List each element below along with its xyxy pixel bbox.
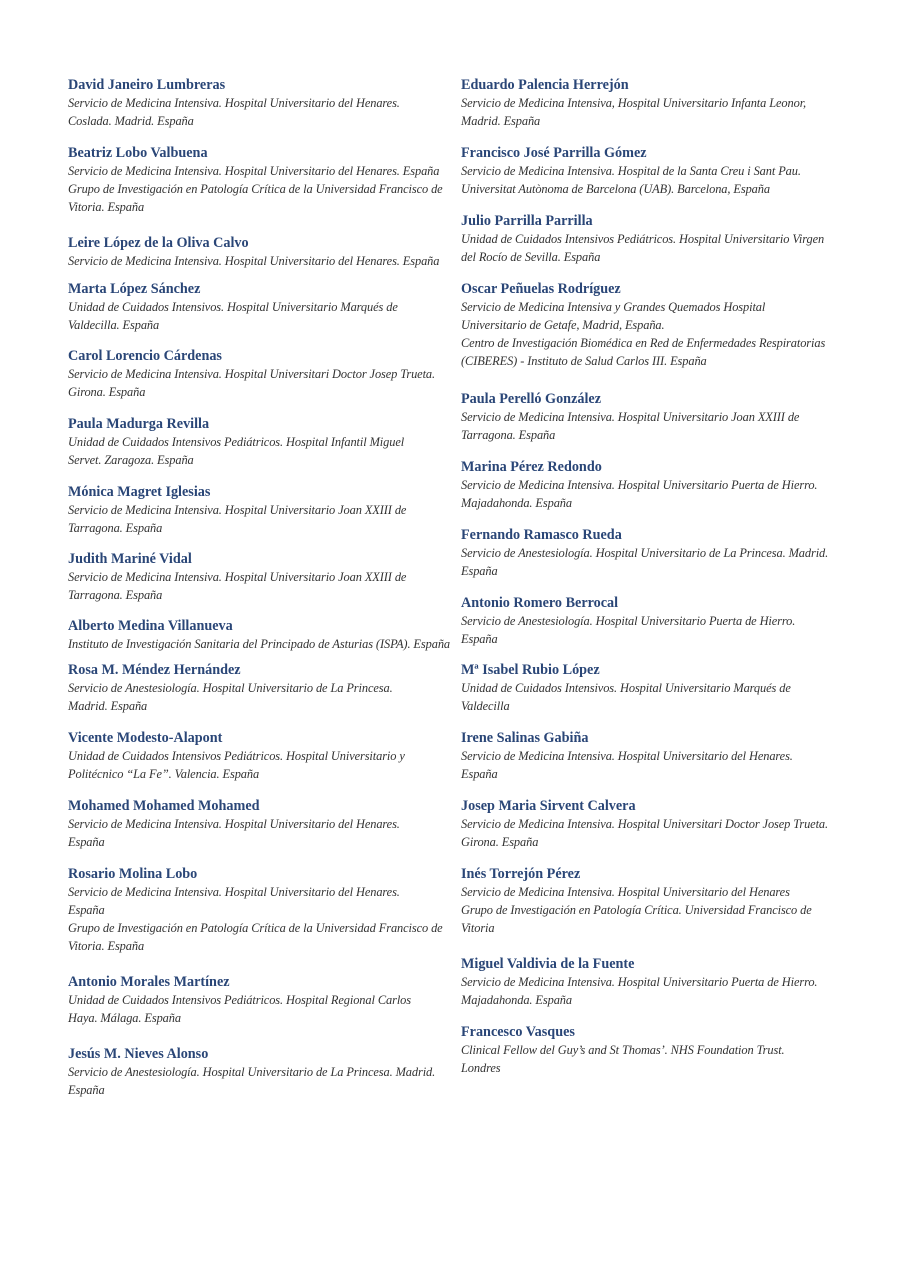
author-entry xyxy=(461,797,843,851)
affiliation-line: Valdecilla xyxy=(461,699,510,713)
affiliation-line: Tarragona. España xyxy=(461,428,556,442)
affiliation-line: Girona. España xyxy=(461,835,539,849)
affiliation-line: (CIBERES) - Instituto de Salud Carlos III. España xyxy=(461,354,707,368)
affiliation-line: Servicio de Medicina Intensiva. Hospital Universitario Joan XXIII de xyxy=(68,570,407,584)
affiliation-line: Grupo de Investigación en Patología Crítica. Universidad Francisco de xyxy=(461,903,812,917)
author-entry xyxy=(68,1045,450,1099)
author-entry xyxy=(461,661,843,715)
affiliation-line: Servicio de Medicina Intensiva. Hospital Universitari Doctor Josep Trueta. xyxy=(461,817,829,831)
author-entry xyxy=(461,458,843,512)
author-name: Vicente Modesto-Alapont xyxy=(68,730,223,746)
author-name: Antonio Morales Martínez xyxy=(68,974,230,990)
author-affiliation xyxy=(461,408,843,444)
author-affiliation xyxy=(461,815,843,851)
author-affiliation xyxy=(68,883,450,955)
affiliation-line: Servet. Zaragoza. España xyxy=(68,453,194,467)
author-affiliation xyxy=(68,433,450,469)
author-affiliation xyxy=(461,883,843,937)
author-entry xyxy=(461,144,843,198)
affiliation-line: España xyxy=(68,1083,105,1097)
author-entry xyxy=(461,390,843,444)
author-name: Francesco Vasques xyxy=(461,1024,575,1040)
affiliation-line: Servicio de Medicina Intensiva. Hospital Universitario Puerta de Hierro. xyxy=(461,478,818,492)
affiliation-line: Tarragona. España xyxy=(68,521,163,535)
affiliation-line: Servicio de Anestesiología. Hospital Universitario de La Princesa. Madrid. xyxy=(461,546,829,560)
affiliation-line: Vitoria xyxy=(461,921,495,935)
author-name: Beatriz Lobo Valbuena xyxy=(68,145,208,161)
affiliation-line: Madrid. España xyxy=(68,699,148,713)
author-affiliation xyxy=(461,747,843,783)
author-affiliation xyxy=(68,252,450,270)
author-name: Paula Madurga Revilla xyxy=(68,416,210,432)
affiliation-line: España xyxy=(461,767,498,781)
author-affiliation xyxy=(461,230,843,266)
affiliation-line: Servicio de Medicina Intensiva. Hospital Universitario Joan XXIII de xyxy=(461,410,800,424)
affiliation-line: Grupo de Investigación en Patología Crítica de la Universidad Francisco de xyxy=(68,921,443,935)
author-affiliation xyxy=(68,298,450,334)
author-affiliation xyxy=(461,162,843,198)
author-entry xyxy=(68,76,450,130)
author-affiliation xyxy=(68,162,450,216)
affiliation-line: Servicio de Anestesiología. Hospital Universitario Puerta de Hierro. xyxy=(461,614,796,628)
author-affiliation xyxy=(461,476,843,512)
author-entry xyxy=(461,280,843,370)
author-affiliation xyxy=(461,94,843,130)
author-entry xyxy=(68,415,450,469)
affiliation-line: Vitoria. España xyxy=(68,939,145,953)
author-affiliation xyxy=(461,544,843,580)
author-affiliation xyxy=(68,568,450,604)
author-name: David Janeiro Lumbreras xyxy=(68,77,226,93)
affiliation-line: Vitoria. España xyxy=(68,200,145,214)
author-entry xyxy=(68,234,450,270)
author-entry xyxy=(461,1023,843,1077)
affiliation-line: Servicio de Medicina Intensiva y Grandes Quemados Hospital xyxy=(461,300,766,314)
affiliation-line: Clinical Fellow del Guy’s and St Thomas’. NHS Foundation Trust. xyxy=(461,1043,785,1057)
affiliation-line: Unidad de Cuidados Intensivos Pediátricos. Hospital Regional Carlos xyxy=(68,993,411,1007)
affiliation-line: Servicio de Medicina Intensiva. Hospital Universitario del Henares. xyxy=(461,749,793,763)
author-name: Antonio Romero Berrocal xyxy=(461,595,619,611)
author-name: Alberto Medina Villanueva xyxy=(68,618,233,634)
author-name: Marta López Sánchez xyxy=(68,281,201,297)
author-entry xyxy=(68,550,450,604)
affiliation-line: Servicio de Anestesiología. Hospital Universitario de La Princesa. Madrid. xyxy=(68,1065,436,1079)
author-name: Josep Maria Sirvent Calvera xyxy=(461,798,636,814)
author-affiliation xyxy=(68,991,450,1027)
author-name: Carol Lorencio Cárdenas xyxy=(68,348,222,364)
affiliation-line: Universitat Autònoma de Barcelona (UAB). Barcelona, España xyxy=(461,182,770,196)
affiliation-line: Unidad de Cuidados Intensivos. Hospital Universitario Marqués de xyxy=(461,681,791,695)
affiliation-line: Tarragona. España xyxy=(68,588,163,602)
author-column-left xyxy=(68,76,450,1099)
affiliation-line: Unidad de Cuidados Intensivos Pediátricos. Hospital Universitario y xyxy=(68,749,405,763)
author-name: Fernando Ramasco Rueda xyxy=(461,527,622,543)
author-name: Marina Pérez Redondo xyxy=(461,459,602,475)
author-entry xyxy=(68,483,450,537)
affiliation-line: Servicio de Medicina Intensiva. Hospital de la Santa Creu i Sant Pau. xyxy=(461,164,801,178)
author-name: Oscar Peñuelas Rodríguez xyxy=(461,281,621,297)
author-entry xyxy=(68,661,450,715)
affiliation-line: Majadahonda. España xyxy=(461,496,572,510)
author-affiliation xyxy=(68,815,450,851)
author-entry xyxy=(68,617,450,653)
affiliation-line: Instituto de Investigación Sanitaria del Principado de Asturias (ISPA). España xyxy=(68,637,451,651)
author-entry xyxy=(68,729,450,783)
affiliation-line: Servicio de Medicina Intensiva. Hospital Universitario del Henares. xyxy=(68,817,400,831)
affiliation-line: Coslada. Madrid. España xyxy=(68,114,194,128)
author-entry xyxy=(461,955,843,1009)
author-name: Paula Perelló González xyxy=(461,391,602,407)
author-affiliation xyxy=(68,635,450,653)
author-affiliation xyxy=(68,679,450,715)
author-name: Judith Mariné Vidal xyxy=(68,551,192,567)
author-entry xyxy=(461,729,843,783)
affiliation-line: Universitario de Getafe, Madrid, España. xyxy=(461,318,665,332)
author-affiliation xyxy=(68,501,450,537)
affiliation-line: Servicio de Medicina Intensiva. Hospital Universitario del Henares. España xyxy=(68,164,440,178)
affiliation-line: Politécnico “La Fe”. Valencia. España xyxy=(68,767,260,781)
author-name: Julio Parrilla Parrilla xyxy=(461,213,593,229)
author-affiliation xyxy=(461,679,843,715)
affiliation-line: Servicio de Medicina Intensiva. Hospital Universitario del Henares. xyxy=(68,885,400,899)
author-name: Mª Isabel Rubio López xyxy=(461,662,600,678)
author-affiliation xyxy=(461,612,843,648)
author-name: Inés Torrejón Pérez xyxy=(461,866,581,882)
affiliation-line: Majadahonda. España xyxy=(461,993,572,1007)
author-entry xyxy=(68,280,450,334)
author-name: Miguel Valdivia de la Fuente xyxy=(461,956,635,972)
affiliation-line: España xyxy=(461,632,498,646)
author-name: Rosario Molina Lobo xyxy=(68,866,198,882)
author-affiliation xyxy=(68,365,450,401)
affiliation-line: Girona. España xyxy=(68,385,146,399)
author-entry xyxy=(68,347,450,401)
affiliation-line: Servicio de Medicina Intensiva. Hospital Universitario Puerta de Hierro. xyxy=(461,975,818,989)
affiliation-line: Unidad de Cuidados Intensivos Pediátricos. Hospital Universitario Virgen xyxy=(461,232,825,246)
author-entry xyxy=(68,973,450,1027)
affiliation-line: Servicio de Medicina Intensiva, Hospital Universitario Infanta Leonor, xyxy=(461,96,807,110)
author-affiliation xyxy=(461,298,843,370)
affiliation-line: Servicio de Medicina Intensiva. Hospital Universitario del Henares. xyxy=(68,96,400,110)
affiliation-line: Servicio de Medicina Intensiva. Hospital Universitario del Henares. España xyxy=(68,254,440,268)
author-entry xyxy=(461,526,843,580)
affiliation-line: Londres xyxy=(461,1061,501,1075)
affiliation-line: España xyxy=(68,835,105,849)
affiliation-line: Centro de Investigación Biomédica en Red de Enfermedades Respiratorias xyxy=(461,336,826,350)
author-name: Rosa M. Méndez Hernández xyxy=(68,662,241,678)
affiliation-line: Servicio de Medicina Intensiva. Hospital Universitario Joan XXIII de xyxy=(68,503,407,517)
author-name: Eduardo Palencia Herrejón xyxy=(461,77,629,93)
author-entry xyxy=(461,594,843,648)
author-entry xyxy=(68,797,450,851)
affiliation-line: Madrid. España xyxy=(461,114,541,128)
author-affiliation xyxy=(68,94,450,130)
author-entry xyxy=(461,76,843,130)
affiliation-line: España xyxy=(461,564,498,578)
affiliation-line: Unidad de Cuidados Intensivos Pediátricos. Hospital Infantil Miguel xyxy=(68,435,405,449)
author-name: Jesús M. Nieves Alonso xyxy=(68,1046,209,1062)
affiliation-line: España xyxy=(68,903,105,917)
affiliation-line: Grupo de Investigación en Patología Crítica de la Universidad Francisco de xyxy=(68,182,443,196)
affiliation-line: Servicio de Medicina Intensiva. Hospital Universitari Doctor Josep Trueta. xyxy=(68,367,436,381)
affiliation-line: Servicio de Anestesiología. Hospital Universitario de La Princesa. xyxy=(68,681,393,695)
affiliation-line: Unidad de Cuidados Intensivos. Hospital Universitario Marqués de xyxy=(68,300,398,314)
author-affiliation xyxy=(68,1063,450,1099)
author-entry xyxy=(461,212,843,266)
author-name: Mónica Magret Iglesias xyxy=(68,484,211,500)
affiliation-line: Servicio de Medicina Intensiva. Hospital Universitario del Henares xyxy=(461,885,790,899)
author-name: Leire López de la Oliva Calvo xyxy=(68,235,249,251)
author-entry xyxy=(461,865,843,937)
affiliation-line: Haya. Málaga. España xyxy=(68,1011,181,1025)
author-affiliation xyxy=(68,747,450,783)
author-column-right xyxy=(461,76,843,1077)
author-name: Irene Salinas Gabiña xyxy=(461,730,589,746)
author-entry xyxy=(68,144,450,216)
affiliation-line: del Rocío de Sevilla. España xyxy=(461,250,601,264)
author-affiliation xyxy=(461,1041,843,1077)
author-name: Mohamed Mohamed Mohamed xyxy=(68,798,260,814)
author-affiliation xyxy=(461,973,843,1009)
author-name: Francisco José Parrilla Gómez xyxy=(461,145,647,161)
author-entry xyxy=(68,865,450,955)
affiliation-line: Valdecilla. España xyxy=(68,318,160,332)
